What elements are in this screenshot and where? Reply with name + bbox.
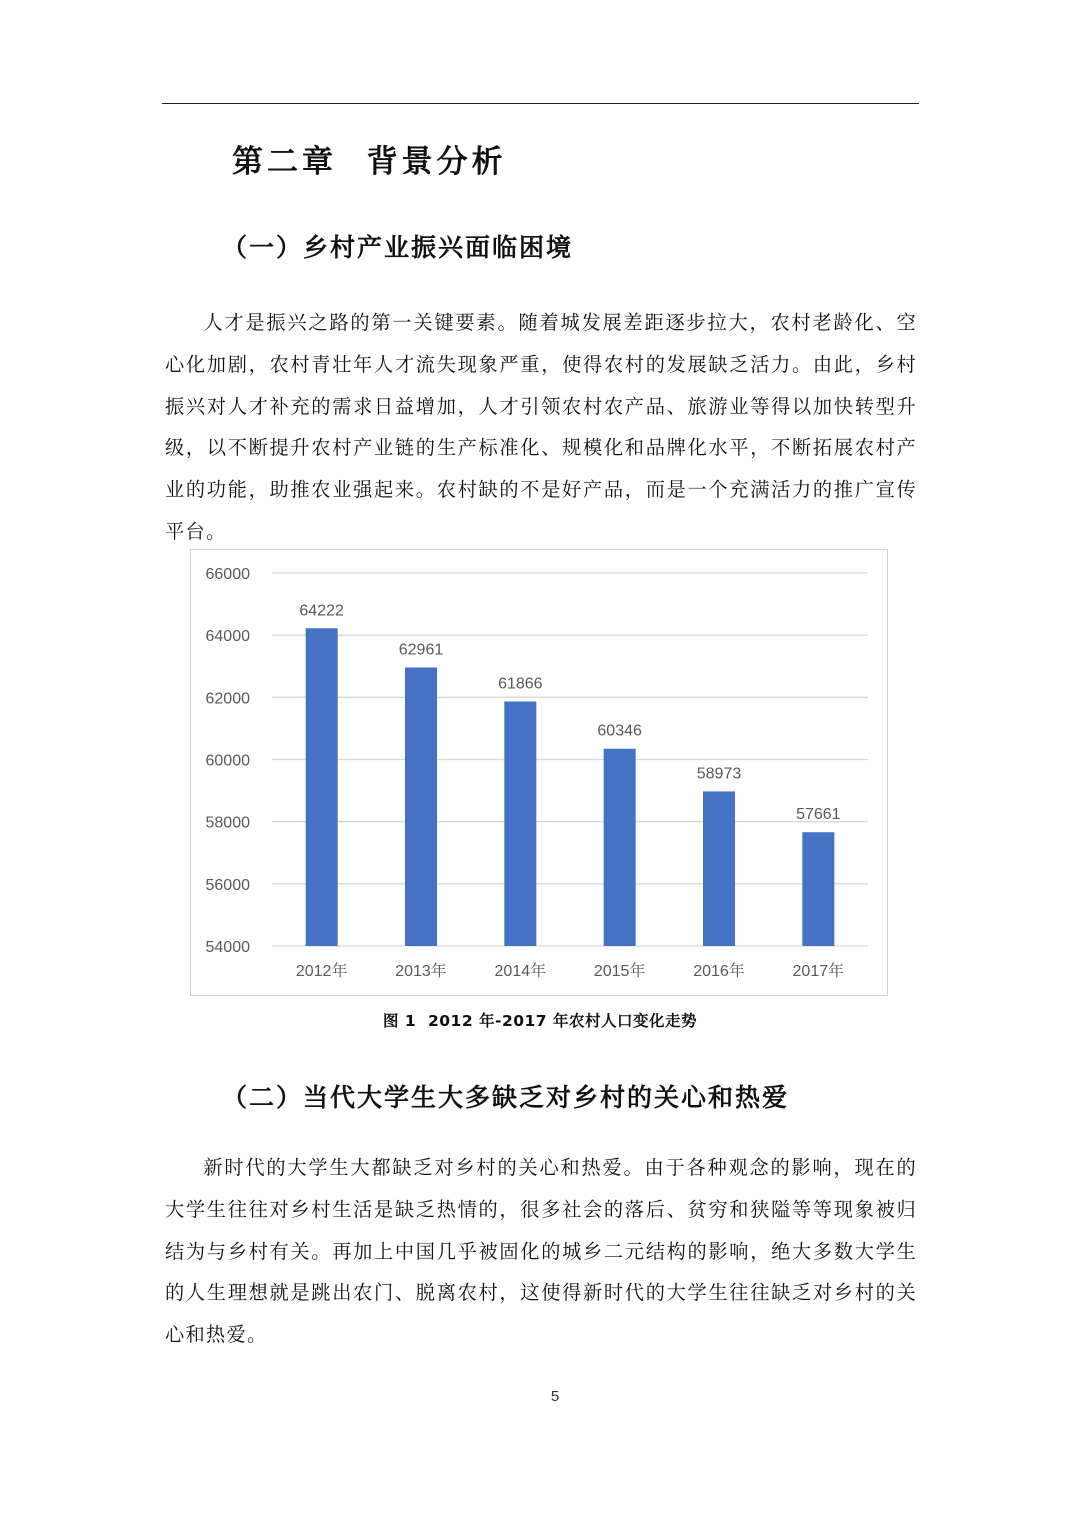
x-tick-label: 2014年 — [494, 963, 547, 980]
data-label: 60346 — [597, 722, 642, 740]
y-tick-label: 62000 — [205, 690, 250, 708]
x-tick-label: 2015年 — [593, 963, 646, 980]
bar — [703, 791, 735, 946]
data-label: 64222 — [299, 602, 344, 620]
bar — [306, 628, 338, 946]
bar — [504, 701, 536, 946]
section-1-title: （一）乡村产业振兴面临困境 — [222, 233, 574, 262]
x-tick-label: 2016年 — [693, 963, 745, 980]
section-2-paragraph: 新时代的大学生大都缺乏对乡村的关心和热爱。由于各种观念的影响，现在的大学生往往对乡村生活是缺乏热情的，很多社会的落后、贫穷和狭隘等等现象被归结为与乡村有关。再加上中国几乎被固化的城乡二元结构的影响，绝大多数大学生的人生理想就是跳出农门、脱离农村，这使得新时代的大学生往往缺乏对乡村的关心和热爱。 — [165, 1156, 917, 1347]
figure-caption: 图 1 2012 年-2017 年农村人口变化走势 — [383, 1012, 697, 1030]
section-2-title: （二）当代大学生大多缺乏对乡村的关心和热爱 — [222, 1083, 790, 1112]
y-tick-label: 60000 — [205, 752, 250, 770]
page-number: 5 — [550, 1388, 560, 1405]
x-tick-label: 2013年 — [395, 963, 447, 980]
x-tick-label: 2017年 — [792, 963, 845, 980]
y-tick-label: 54000 — [205, 939, 250, 956]
data-label: 57661 — [796, 806, 841, 824]
y-tick-label: 66000 — [205, 566, 250, 583]
y-tick-label: 56000 — [205, 876, 250, 894]
data-label: 58973 — [696, 765, 742, 783]
header-rule — [162, 103, 919, 104]
population-bar-chart — [190, 549, 888, 996]
chart-svg — [191, 550, 889, 997]
data-label: 62961 — [398, 641, 444, 659]
x-tick-label: 2012年 — [295, 963, 348, 980]
y-tick-label: 58000 — [205, 814, 250, 832]
bar — [604, 749, 636, 946]
chapter-title: 第二章 背景分析 — [232, 144, 507, 180]
bar — [802, 832, 834, 946]
y-tick-label: 64000 — [205, 628, 250, 646]
data-label: 61866 — [498, 675, 543, 693]
section-1-paragraph: 人才是振兴之路的第一关键要素。随着城发展差距逐步拉大，农村老龄化、空心化加剧，农村青壮年人才流失现象严重，使得农村的发展缺乏活力。由此，乡村振兴对人才补充的需求日益增加，人才引领农村农产品、旅游业等得以加快转型升级，以不断提升农村产业链的生产标准化、规模化和品牌化水平，不断拓展农村产业的功能，助推农业强起来。农村缺的不是好产品，而是一个充满活力的推广宣传平台。 — [165, 311, 917, 543]
bar — [405, 667, 437, 946]
